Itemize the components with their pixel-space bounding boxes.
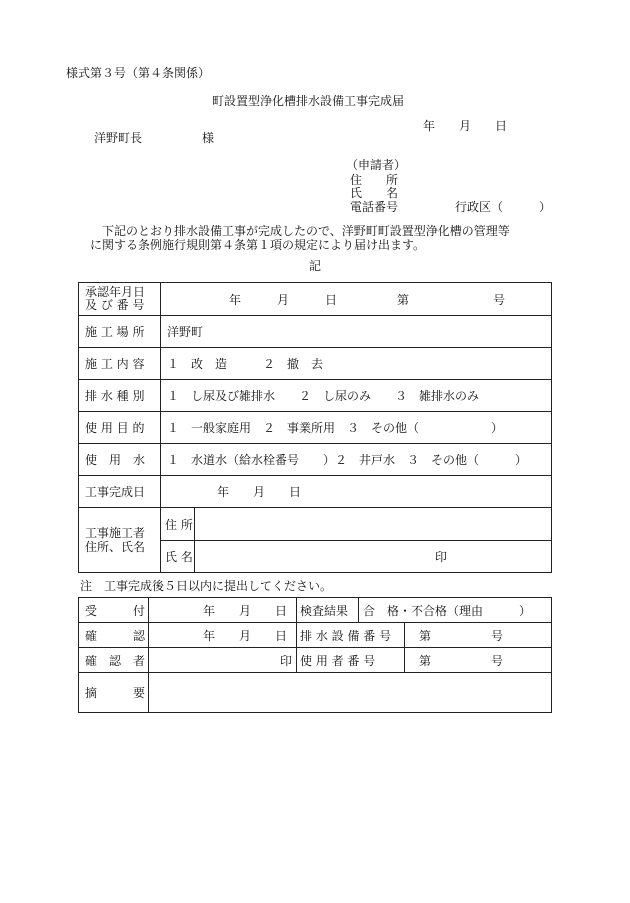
approval-label-line-2: 及 び 番 号 xyxy=(85,298,145,312)
site-value[interactable]: 洋野町 xyxy=(161,316,552,348)
row-drainage-type xyxy=(79,380,552,412)
row-completion-date xyxy=(79,476,552,508)
contractor-name-label: 氏 名 xyxy=(161,541,195,573)
confirmer-seal-mark: 印 xyxy=(279,653,292,668)
ki-mark: 記 xyxy=(309,259,322,273)
row-remarks xyxy=(79,673,552,713)
drainage-type-value[interactable]: １ し尿及び雑排水 ２ し尿のみ ３ 雑排水のみ xyxy=(161,380,552,412)
row-confirmed xyxy=(79,623,552,648)
row-approval xyxy=(79,283,552,316)
water-value[interactable]: １ 水道水（給水栓番号 ）２ 井戸水 ３ その他（ ） xyxy=(161,444,552,476)
approval-label xyxy=(79,283,161,316)
contractor-label xyxy=(79,508,161,573)
contractor-address-value[interactable] xyxy=(195,508,552,541)
approval-label-line-1: 承認年月日 xyxy=(85,285,146,299)
site-label: 施 工 場 所 xyxy=(79,316,161,348)
note: 注 工事完成後５日以内に提出してください。 xyxy=(80,579,333,593)
completion-date-value[interactable]: 年 月 日 xyxy=(161,476,552,508)
row-confirmer xyxy=(79,648,552,673)
remarks-value[interactable] xyxy=(149,673,552,713)
inspection-label: 検査結果 xyxy=(297,598,359,623)
content-value[interactable]: １ 改 造 ２ 撤 去 xyxy=(161,348,552,380)
page-title: 町設置型浄化槽排水設備工事完成届 xyxy=(212,94,405,108)
drainage-type-label: 排 水 種 別 xyxy=(79,380,161,412)
received-date[interactable]: 年 月 日 xyxy=(149,598,297,623)
purpose-value[interactable]: １ 一般家庭用 ２ 事業所用 ３ その他（ ） xyxy=(161,412,552,444)
row-received xyxy=(79,598,552,623)
body-text-line-1: 下記のとおり排水設備工事が完成したので、洋野町町設置型浄化槽の管理等 xyxy=(90,224,510,238)
confirm-date[interactable]: 年 月 日 xyxy=(149,623,297,648)
applicant-heading: （申請者） xyxy=(346,158,407,172)
user-no-value[interactable]: 第 号 xyxy=(405,648,552,673)
applicant-address-label: 住 所 xyxy=(350,173,399,187)
water-label: 使 用 水 xyxy=(79,444,161,476)
row-water xyxy=(79,444,552,476)
confirmer-label: 確 認 者 xyxy=(79,648,149,673)
applicant-name-label: 氏 名 xyxy=(350,186,399,200)
remarks-label: 摘 要 xyxy=(79,673,149,713)
row-content xyxy=(79,348,552,380)
form-number: 様式第３号（第４条関係） xyxy=(66,66,211,80)
seal-mark: 印 xyxy=(435,550,448,564)
row-contractor-address xyxy=(79,508,552,541)
user-no-label: 使 用 者 番 号 xyxy=(297,648,405,673)
contractor-label-line-2: 住所、氏名 xyxy=(85,540,146,554)
received-label: 受 付 xyxy=(79,598,149,623)
purpose-label: 使 用 目 的 xyxy=(79,412,161,444)
contractor-label-line-1: 工事施工者 xyxy=(85,526,146,540)
office-use-table xyxy=(78,597,552,713)
row-site xyxy=(79,316,552,348)
content-label: 施 工 内 容 xyxy=(79,348,161,380)
submission-date[interactable]: 年 月 日 xyxy=(423,119,508,133)
inspection-value[interactable]: 合 格・不合格（理由 ） xyxy=(359,598,552,623)
confirm-label: 確 認 xyxy=(79,623,149,648)
completion-date-label: 工事完成日 xyxy=(79,476,161,508)
equip-no-value[interactable]: 第 号 xyxy=(405,623,552,648)
contractor-name-value[interactable] xyxy=(195,541,552,573)
main-form-table xyxy=(78,282,552,573)
contractor-address-label: 住 所 xyxy=(161,508,195,541)
body-text-line-2: に関する条例施行規則第４条第１項の規定により届け出ます。 xyxy=(90,238,426,252)
applicant-phone-label: 電話番号 xyxy=(350,200,399,214)
confirmer-value[interactable] xyxy=(149,648,297,673)
approval-value[interactable]: 年 月 日 第 号 xyxy=(161,283,552,316)
addressee: 洋野町長 様 xyxy=(94,131,215,145)
applicant-district: 行政区（ ） xyxy=(455,200,552,214)
row-purpose xyxy=(79,412,552,444)
equip-no-label: 排 水 設 備 番 号 xyxy=(297,623,405,648)
